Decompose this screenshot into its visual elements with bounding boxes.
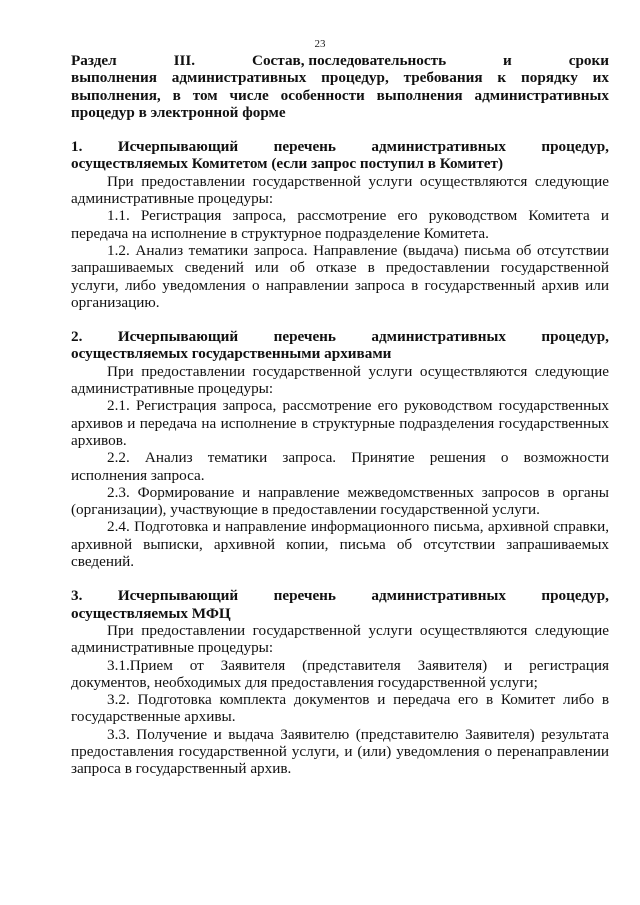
heading-word: 2.: [71, 328, 83, 346]
section-title-line-1: [71, 52, 609, 69]
heading-word: Исчерпывающий: [117, 587, 239, 605]
section-title-word: сроки: [568, 52, 609, 69]
section-title-word: Раздел: [71, 52, 117, 69]
heading-word: 3.: [71, 587, 83, 605]
section-title-word: III.: [173, 52, 196, 69]
heading-word: 1.: [71, 138, 83, 156]
section-title-rest: выполнения административных процедур, требования к порядку их выполнения, в том числе особенности выполнения административных процедур в электронной форме: [71, 69, 609, 121]
heading-1-rest: осуществляемых Комитетом (если запрос поступил в Комитет): [71, 155, 504, 173]
document-body: [71, 52, 609, 778]
section-1-intro: При предоставлении государственной услуги осуществляются следующие административные процедуры:: [71, 172, 609, 208]
heading-1-line-1: [71, 138, 609, 155]
section-2-intro: При предоставлении государственной услуги осуществляются следующие административные процедуры:: [71, 362, 609, 398]
list-item: 2.2. Анализ тематики запроса. Принятие решения о возможности исполнения запроса.: [71, 449, 609, 484]
heading-word: перечень: [273, 138, 336, 156]
heading-2-line-1: [71, 328, 609, 345]
list-item: 2.1. Регистрация запроса, рассмотрение его руководством государственных архивов и передача на исполнение в структурные подразделения государственных архивов.: [71, 397, 609, 449]
heading-word: административных: [371, 587, 506, 605]
heading-word: административных: [371, 138, 506, 156]
section-3-intro: При предоставлении государственной услуги осуществляются следующие административные процедуры:: [71, 621, 609, 657]
heading-word: процедур,: [541, 587, 609, 605]
heading-word: процедур,: [541, 328, 609, 346]
list-item: 1.1. Регистрация запроса, рассмотрение его руководством Комитета и передача на исполнение в структурное подразделение Комитета.: [71, 207, 609, 242]
heading-word: Исчерпывающий: [117, 138, 239, 156]
list-item: 2.3. Формирование и направление межведомственных запросов в органы (организации), участвующие в предоставлении государственной услуги.: [71, 483, 609, 519]
section-title-word: и: [503, 52, 512, 69]
heading-word: перечень: [273, 587, 336, 605]
heading-word: процедур,: [541, 138, 609, 156]
list-item: 3.2. Подготовка комплекта документов и передача его в Комитет либо в государственные архивы.: [71, 691, 609, 726]
heading-2-rest: осуществляемых государственными архивами: [71, 345, 392, 363]
page-number: 23: [314, 38, 326, 50]
list-item: 1.2. Анализ тематики запроса. Направление (выдача) письма об отсутствии запрашиваемых сведений или об отказе в предоставлении государственной услуги, либо уведомления о направлении запроса в государственный архив или организацию.: [71, 241, 609, 311]
list-item: 3.1.Прием от Заявителя (представителя Заявителя) и регистрация документов, необходимых для предоставления государственной услуги;: [71, 656, 609, 691]
heading-word: перечень: [273, 328, 336, 346]
heading-3-line-1: [71, 587, 609, 604]
list-item: 2.4. Подготовка и направление информационного письма, архивной справки, архивной выписки, архивной копии, письма об отсутствии запрашиваемых сведений.: [71, 518, 609, 571]
list-item: 3.3. Получение и выдача Заявителю (представителю Заявителя) результата предоставления государственной услуги, и (или) уведомления о перенаправлении запроса в государственный архив.: [71, 725, 609, 778]
heading-word: Исчерпывающий: [117, 328, 239, 346]
heading-3-rest: осуществляемых МФЦ: [71, 604, 231, 622]
section-title-word: Состав, последовательность: [252, 52, 447, 69]
heading-word: административных: [371, 328, 506, 346]
